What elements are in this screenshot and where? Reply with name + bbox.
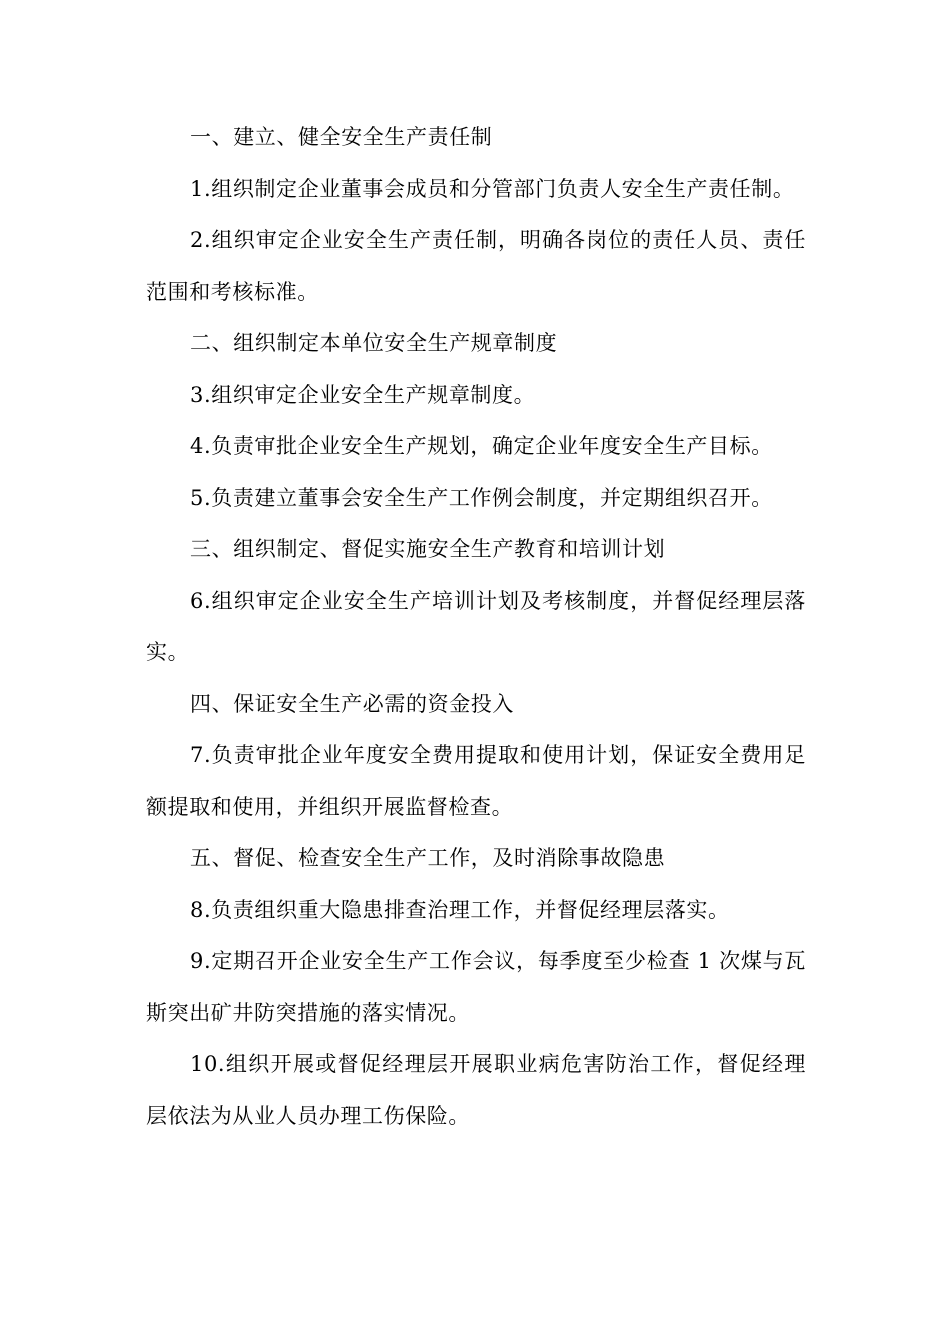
clause-2: 2.组织审定企业安全生产责任制，明确各岗位的责任人员、责任范围和考核标准。 — [146, 228, 806, 304]
document-body — [146, 112, 806, 1142]
section-heading-5: 五、督促、检查安全生产工作，及时消除事故隐患 — [190, 846, 666, 870]
clause-5: 5.负责建立董事会安全生产工作例会制度，并定期组织召开。 — [190, 485, 773, 510]
clause-10: 10.组织开展或督促经理层开展职业病危害防治工作，督促经理层依法为从业人员办理工伤保险。 — [146, 1052, 806, 1128]
clause-3: 3.组织审定企业安全生产规章制度。 — [190, 382, 536, 407]
clause-7: 7.负责审批企业年度安全费用提取和使用计划，保证安全费用足额提取和使用，并组织开展监督检查。 — [146, 743, 806, 819]
section-heading-3: 三、组织制定、督促实施安全生产教育和培训计划 — [190, 537, 666, 561]
clause-1: 1.组织制定企业董事会成员和分管部门负责人安全生产责任制。 — [190, 176, 795, 201]
clause-4: 4.负责审批企业安全生产规划，确定企业年度安全生产目标。 — [190, 434, 773, 458]
section-heading-2: 二、组织制定本单位安全生产规章制度 — [190, 331, 558, 355]
section-heading-4: 四、保证安全生产必需的资金投入 — [190, 691, 514, 716]
clause-8: 8.负责组织重大隐患排查治理工作，并督促经理层落实。 — [190, 897, 730, 922]
clause-6: 6.组织审定企业安全生产培训计划及考核制度，并督促经理层落实。 — [146, 588, 806, 664]
section-heading-1: 一、建立、健全安全生产责任制 — [190, 125, 493, 149]
clause-9: 9.定期召开企业安全生产工作会议，每季度至少检查 1 次煤与瓦斯突出矿井防突措施的落实情况。 — [146, 949, 806, 1025]
